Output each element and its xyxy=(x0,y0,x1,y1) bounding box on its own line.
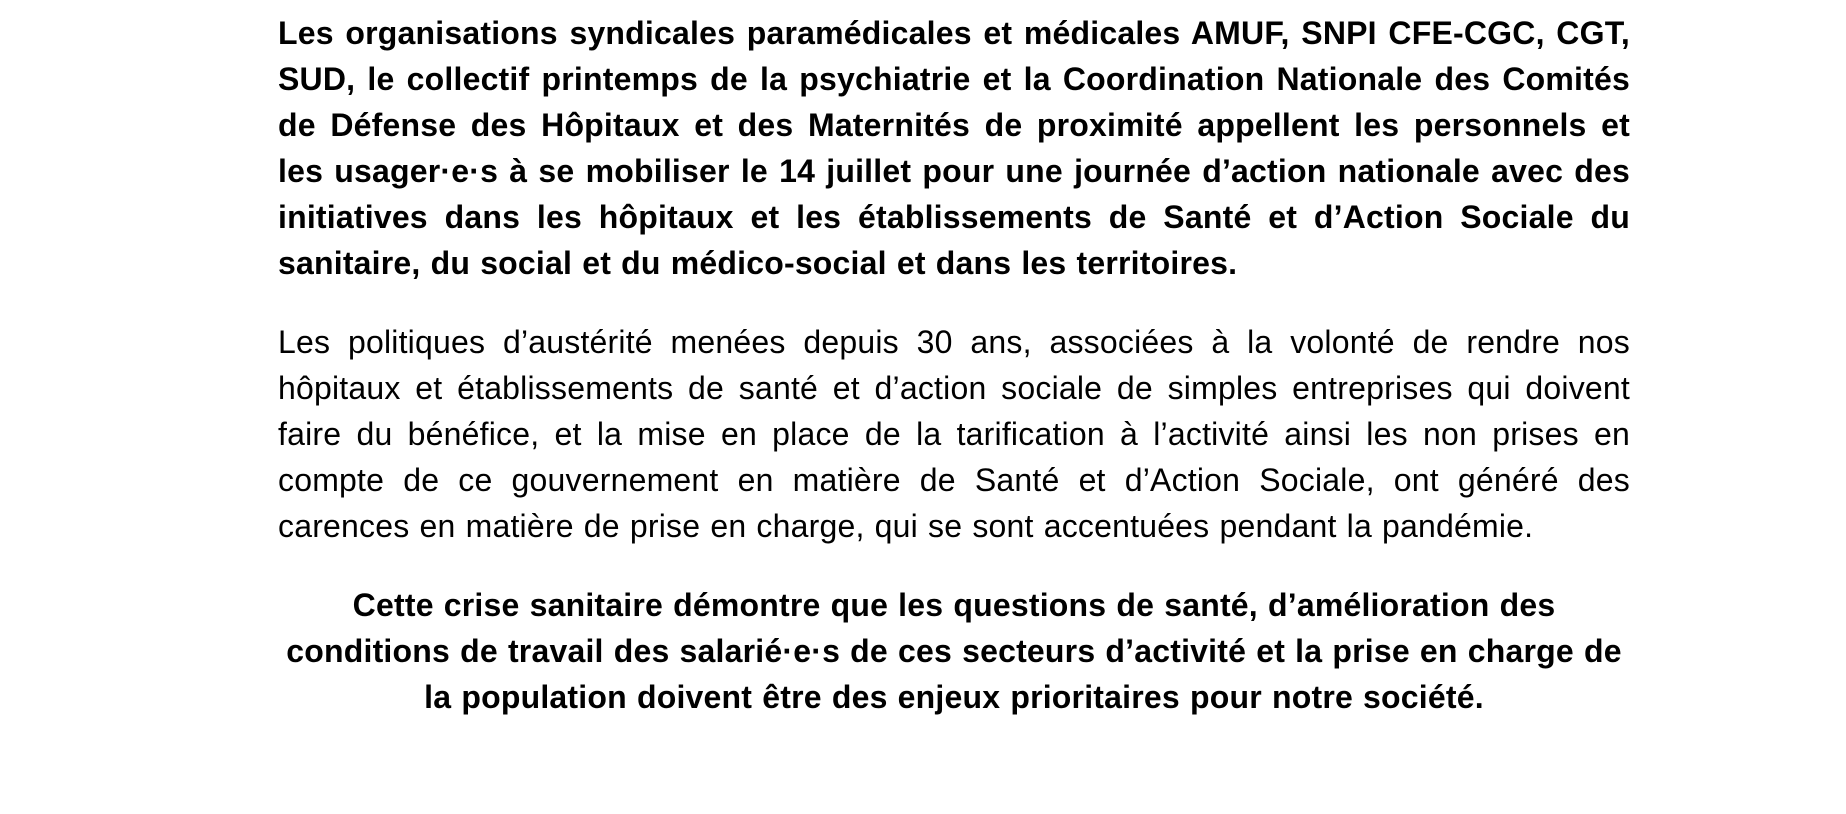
text-block xyxy=(278,10,1630,720)
paragraph-emphasis-centered: Cette crise sanitaire démontre que les questions de santé, d’amélioration des conditions de travail des salarié·e·s de ces secteurs d’activité et la prise en charge de la population doivent être des enjeux prioritaires pour notre société. xyxy=(286,587,1622,715)
paragraph-body: Les politiques d’austérité menées depuis 30 ans, associées à la volonté de rendre nos hôpitaux et établissements de santé et d’action sociale de simples entreprises qui doivent faire du bénéfice, et la mise en place de la tarification à l’activité ainsi les non prises en compte de ce gouvernement en matière de Santé et d’Action Sociale, ont généré des carences en matière de prise en charge, qui se sont accentuées pendant la pandémie. xyxy=(278,324,1630,544)
paragraph-intro-bold: Les organisations syndicales paramédicales et médicales AMUF, SNPI CFE-CGC, CGT, SUD, le collectif printemps de la psychiatrie et la Coordination Nationale des Comités de Défense des Hôpitaux et des Maternités de proximité appellent les personnels et les usager·e·s à se mobiliser le 14 juillet pour une journée d’action nationale avec des initiatives dans les hôpitaux et les établissements de Santé et d’Action Sociale du sanitaire, du social et du médico-social et dans les territoires. xyxy=(278,15,1630,281)
